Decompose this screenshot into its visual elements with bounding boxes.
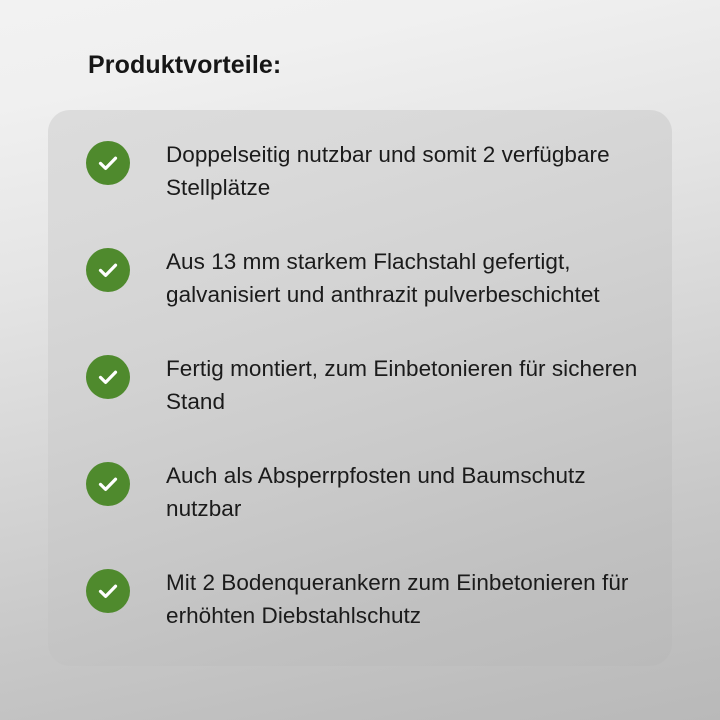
check-circle-icon	[86, 569, 130, 613]
list-item	[48, 568, 672, 666]
benefits-list	[48, 110, 672, 666]
benefit-text: Auch als Absperrpfosten und Baumschutz nutzbar	[166, 463, 586, 521]
list-item	[48, 140, 672, 247]
list-item	[48, 354, 672, 461]
check-circle-icon	[86, 355, 130, 399]
benefit-text: Mit 2 Bodenquerankern zum Einbetonieren für erhöhten Diebstahlschutz	[166, 570, 629, 628]
benefit-text: Doppelseitig nutzbar und somit 2 verfügbare Stellplätze	[166, 142, 610, 200]
benefits-card	[48, 110, 672, 666]
check-circle-icon	[86, 462, 130, 506]
list-item	[48, 247, 672, 354]
page-title: Produktvorteile:	[88, 51, 282, 79]
check-circle-icon	[86, 141, 130, 185]
list-item	[48, 461, 672, 568]
benefit-text: Aus 13 mm starkem Flachstahl gefertigt, galvanisiert und anthrazit pulverbeschichtet	[166, 249, 600, 307]
check-circle-icon	[86, 248, 130, 292]
benefit-text: Fertig montiert, zum Einbetonieren für sicheren Stand	[166, 356, 638, 414]
